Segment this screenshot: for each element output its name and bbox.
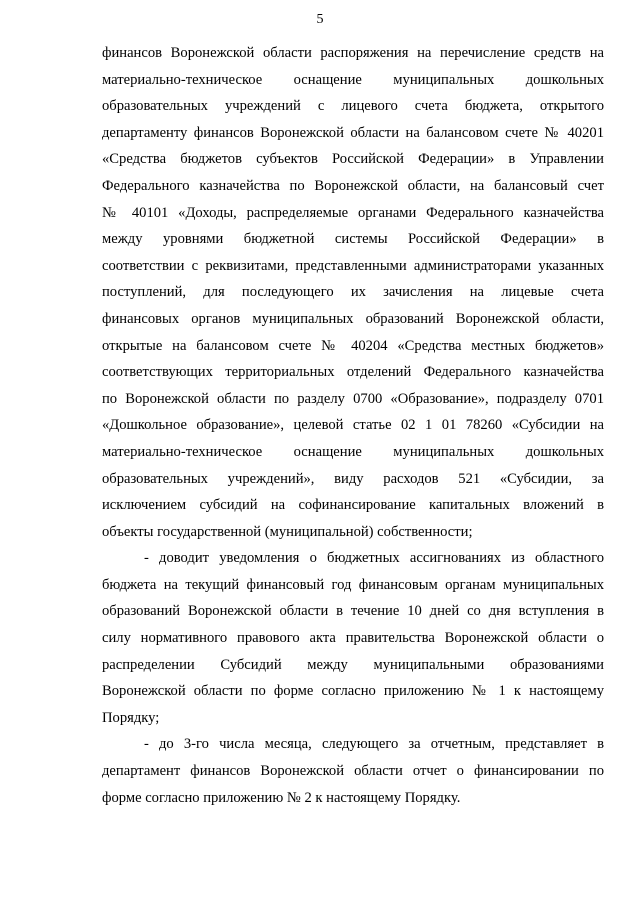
text-line: материально-техническое оснащение муниципальных дошкольных: [102, 443, 604, 460]
paragraph-continuation: [102, 40, 604, 545]
paragraph-notifications: [102, 545, 604, 731]
text-line: департамент финансов Воронежской области отчет о финансировании по: [102, 763, 604, 780]
text-line: по Воронежской области по разделу 0700 «Образование», подразделу 0701: [102, 390, 604, 407]
text-line: финансовых органов муниципальных образований Воронежской области,: [102, 310, 604, 327]
text-line: образовательных учреждений с лицевого счета бюджета, открытого: [102, 98, 604, 115]
text-line: материально-техническое оснащение муниципальных дошкольных: [102, 71, 604, 88]
text-line: открытые на балансовом счете № 40204 «Средства местных бюджетов»: [102, 337, 604, 354]
text-line: образований Воронежской области в течение 10 дней со дня вступления в: [102, 603, 604, 620]
text-line: департаменту финансов Воронежской области на балансовом счете № 40201: [102, 124, 604, 141]
text-line: финансов Воронежской области распоряжения на перечисление средств на: [102, 45, 604, 61]
text-line: «Дошкольное образование», целевой статье 02 1 01 78260 «Субсидии на: [102, 417, 604, 434]
text-line: Порядку;: [102, 709, 160, 726]
text-line: поступлений, для последующего их зачисления на лицевые счета: [102, 284, 604, 301]
text-line: № 40101 «Доходы, распределяемые органами Федерального казначейства: [102, 204, 604, 221]
list-item-notifications: - доводит уведомления о бюджетных ассигнованиях из областного: [144, 550, 604, 567]
text-line: соответствии с реквизитами, представленными администраторами указанных: [102, 257, 604, 274]
text-line: силу нормативного правового акта правительства Воронежской области о: [102, 630, 604, 647]
text-line: образовательных учреждений», виду расходов 521 «Субсидии, за: [102, 470, 604, 487]
text-line: Федерального казначейства по Воронежской области, на балансовый счет: [102, 177, 604, 194]
text-line: соответствующих территориальных отделений Федерального казначейства: [102, 364, 604, 381]
text-line: «Средства бюджетов субъектов Российской Федерации» в Управлении: [102, 151, 604, 168]
text-line: бюджета на текущий финансовый год финансовым органам муниципальных: [102, 576, 604, 593]
list-item-report: - до 3-го числа месяца, следующего за отчетным, представляет в: [144, 736, 604, 753]
page-number: 5: [316, 12, 324, 27]
text-line: между уровнями бюджетной системы Российской Федерации» в: [102, 231, 604, 248]
text-line: исключением субсидий на софинансирование капитальных вложений в: [102, 497, 604, 514]
text-line: форме согласно приложению № 2 к настоящему Порядку.: [102, 789, 461, 806]
text-line: Воронежской области по форме согласно приложению № 1 к настоящему: [102, 683, 604, 700]
paragraph-report: [102, 731, 604, 811]
text-line: распределении Субсидий между муниципальными образованиями: [102, 656, 604, 673]
document-body: [102, 40, 604, 811]
text-line: объекты государственной (муниципальной) собственности;: [102, 523, 473, 540]
